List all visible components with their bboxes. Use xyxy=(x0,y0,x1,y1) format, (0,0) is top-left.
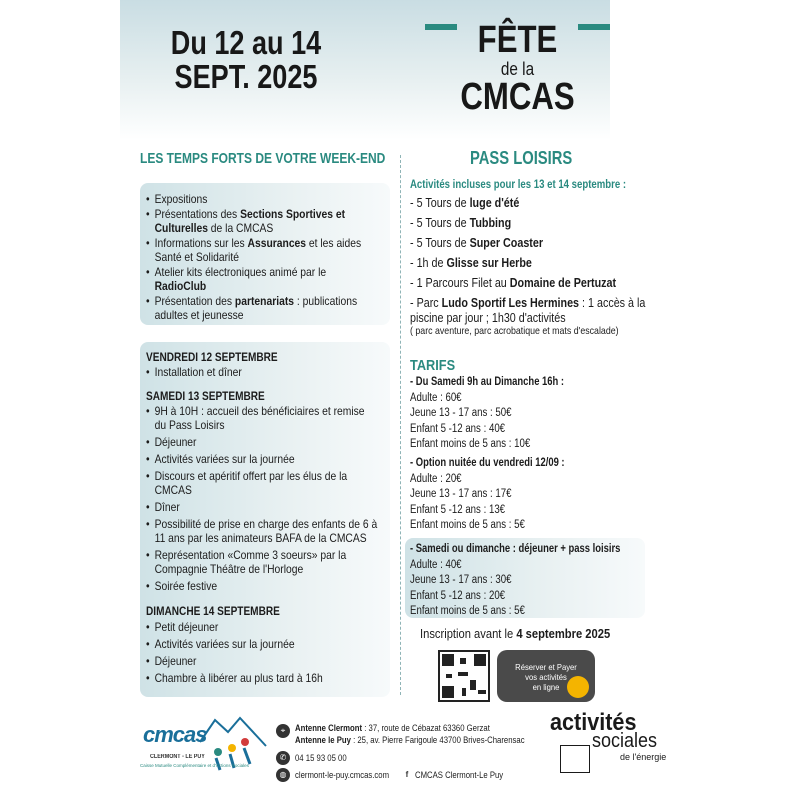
phone-number[interactable]: 04 15 93 05 00 xyxy=(295,753,347,763)
activities-note: ( parc aventure, parc acrobatique et mats d'escalade) xyxy=(410,325,619,337)
program-item: • Installation et dîner xyxy=(146,365,378,379)
brand-sociales: sociales xyxy=(592,730,658,752)
highlight-item: • Présentations des Sections Sportives et Culturelles de la CMCAS xyxy=(146,207,378,235)
globe-icon: ◍ xyxy=(276,768,290,782)
pass-loisirs-subheading: Activités incluses pour les 13 et 14 septembre : xyxy=(410,177,627,191)
program-item: • Représentation «Comme 3 soeurs» par la Compagnie Théâtre de l'Horloge xyxy=(146,548,378,576)
tarif-line: Enfant 5 -12 ans : 13€ xyxy=(410,503,506,516)
reserve-line-1: Réserver et Payer xyxy=(515,662,577,672)
tarif-line: Enfant 5 -12 ans : 20€ xyxy=(410,589,506,602)
program-item: • Possibilité de prise en charge des enfants de 6 à 11 ans par les animateurs BAFA de la CMCAS xyxy=(146,517,378,545)
friday-list xyxy=(146,365,416,382)
tarif3-title: - Samedi ou dimanche : déjeuner + pass loisirs xyxy=(410,543,621,555)
address-le-puy xyxy=(295,735,525,746)
tarif2-list xyxy=(410,472,547,533)
program-item: • Déjeuner xyxy=(146,654,378,668)
tarif-line: Adulte : 40€ xyxy=(410,559,462,571)
tarif-line: Jeune 13 - 17 ans : 17€ xyxy=(410,488,512,501)
event-title xyxy=(425,20,610,116)
qr-code-icon[interactable] xyxy=(438,650,490,702)
tarif-line: Enfant 5 -12 ans : 40€ xyxy=(410,422,506,435)
activities-list xyxy=(410,196,710,331)
pass-loisirs-heading: PASS LOISIRS xyxy=(470,148,573,168)
activity-item: - 5 Tours de Tubbing xyxy=(410,216,512,230)
sunday-title: DIMANCHE 14 SEPTEMBRE xyxy=(146,604,280,618)
program-item: • Soirée festive xyxy=(146,579,378,593)
friday-title: VENDREDI 12 SEPTEMBRE xyxy=(146,350,278,364)
highlights-list xyxy=(146,192,416,323)
tarif-line: Adulte : 20€ xyxy=(410,473,462,485)
highlight-item: • Expositions xyxy=(146,192,378,206)
activity-item: - 5 Tours de Super Coaster xyxy=(410,236,544,250)
brand-activites: activités xyxy=(550,709,637,736)
title-sub: de la xyxy=(500,59,535,79)
title-main: FÊTE xyxy=(477,19,558,61)
highlights-heading: LES TEMPS FORTS DE VOTRE WEEK-END xyxy=(140,150,386,167)
program-item: • Dîner xyxy=(146,500,378,514)
program-item: • Chambre à libérer au plus tard à 16h xyxy=(146,671,378,685)
saturday-title: SAMEDI 13 SEPTEMBRE xyxy=(146,389,265,403)
saturday-list xyxy=(146,404,416,596)
activity-item: - 1 Parcours Filet au Domaine de Pertuzat xyxy=(410,276,617,290)
program-item: • Petit déjeuner xyxy=(146,620,378,634)
facebook-icon: f xyxy=(402,768,412,782)
tarif-line: Enfant moins de 5 ans : 10€ xyxy=(410,437,531,450)
tarifs-heading: TARIFS xyxy=(410,357,456,374)
address-clermont-label: Antenne Clermont xyxy=(295,723,363,733)
title-org: CMCAS xyxy=(460,76,575,118)
website-link[interactable]: clermont-le-puy.cmcas.com xyxy=(295,770,390,780)
address-le-puy-value: : 25, av. Pierre Farigoule 43700 Brives-Charensac xyxy=(350,735,525,745)
tarif2-title: - Option nuitée du vendredi 12/09 : xyxy=(410,457,565,469)
tarif-line: Adulte : 60€ xyxy=(410,392,462,404)
tarif1-list xyxy=(410,391,553,452)
inscription-date: 4 septembre 2025 xyxy=(516,626,611,641)
cmcas-wordmark: cmcas xyxy=(143,722,207,747)
highlight-item: • Informations sur les Assurances et les aides Santé et Solidarité xyxy=(146,236,378,264)
event-dates xyxy=(143,26,350,94)
activity-item: - 1h de Glisse sur Herbe xyxy=(410,256,532,270)
dates-line-2: SEPT. 2025 xyxy=(174,58,318,95)
reserve-line-3: en ligne xyxy=(532,682,560,692)
brand-energie: de l'énergie xyxy=(620,752,667,762)
activity-item: - Parc Ludo Sportif Les Hermines : 1 accès à la piscine par jour ; 1h30 d'activités xyxy=(410,296,646,325)
column-divider xyxy=(400,155,401,695)
tarif-line: Jeune 13 - 17 ans : 50€ xyxy=(410,407,512,420)
address-clermont-value: : 37, route de Cébazat 63360 Gerzat xyxy=(362,723,490,733)
inscription-deadline xyxy=(420,626,610,641)
sunday-list xyxy=(146,620,416,688)
highlight-item: • Présentation des partenariats : publications adultes et jeunesse xyxy=(146,294,378,322)
ccas-logo-icon xyxy=(560,745,590,773)
address-le-puy-label: Antenne le Puy xyxy=(295,735,351,745)
highlight-item: • Atelier kits électroniques animé par le RadioClub xyxy=(146,265,378,293)
character-icon xyxy=(567,676,589,698)
reserve-line-2: vos activités xyxy=(525,672,567,682)
tarif-line: Jeune 13 - 17 ans : 30€ xyxy=(410,574,512,587)
program-item: • Activités variées sur la journée xyxy=(146,637,378,651)
tarif3-list xyxy=(410,558,547,619)
facebook-link[interactable]: CMCAS Clermont-Le Puy xyxy=(415,770,504,780)
inscription-label: Inscription avant le xyxy=(420,626,517,641)
cmcas-tagline: Caisse Mutuelle Complémentaire et d'Actions Sociales xyxy=(140,763,249,768)
program-item: • Discours et apéritif offert par les élus de la CMCAS xyxy=(146,469,378,497)
phone-icon: ✆ xyxy=(276,751,290,765)
tarif-line: Enfant moins de 5 ans : 5€ xyxy=(410,518,525,531)
tarif-line: Enfant moins de 5 ans : 5€ xyxy=(410,604,525,617)
program-item: • 9H à 10H : accueil des bénéficiaires et remise du Pass Loisirs xyxy=(146,404,378,432)
program-item: • Activités variées sur la journée xyxy=(146,452,378,466)
tarif1-title: - Du Samedi 9h au Dimanche 16h : xyxy=(410,376,565,388)
activity-item: - 5 Tours de luge d'été xyxy=(410,196,520,210)
dates-line-1: Du 12 au 14 xyxy=(170,24,322,61)
program-item: • Déjeuner xyxy=(146,435,378,449)
cmcas-subtitle: CLERMONT - LE PUY xyxy=(150,754,205,760)
address-clermont xyxy=(295,723,490,734)
location-pin-icon: ⌖ xyxy=(276,724,290,738)
